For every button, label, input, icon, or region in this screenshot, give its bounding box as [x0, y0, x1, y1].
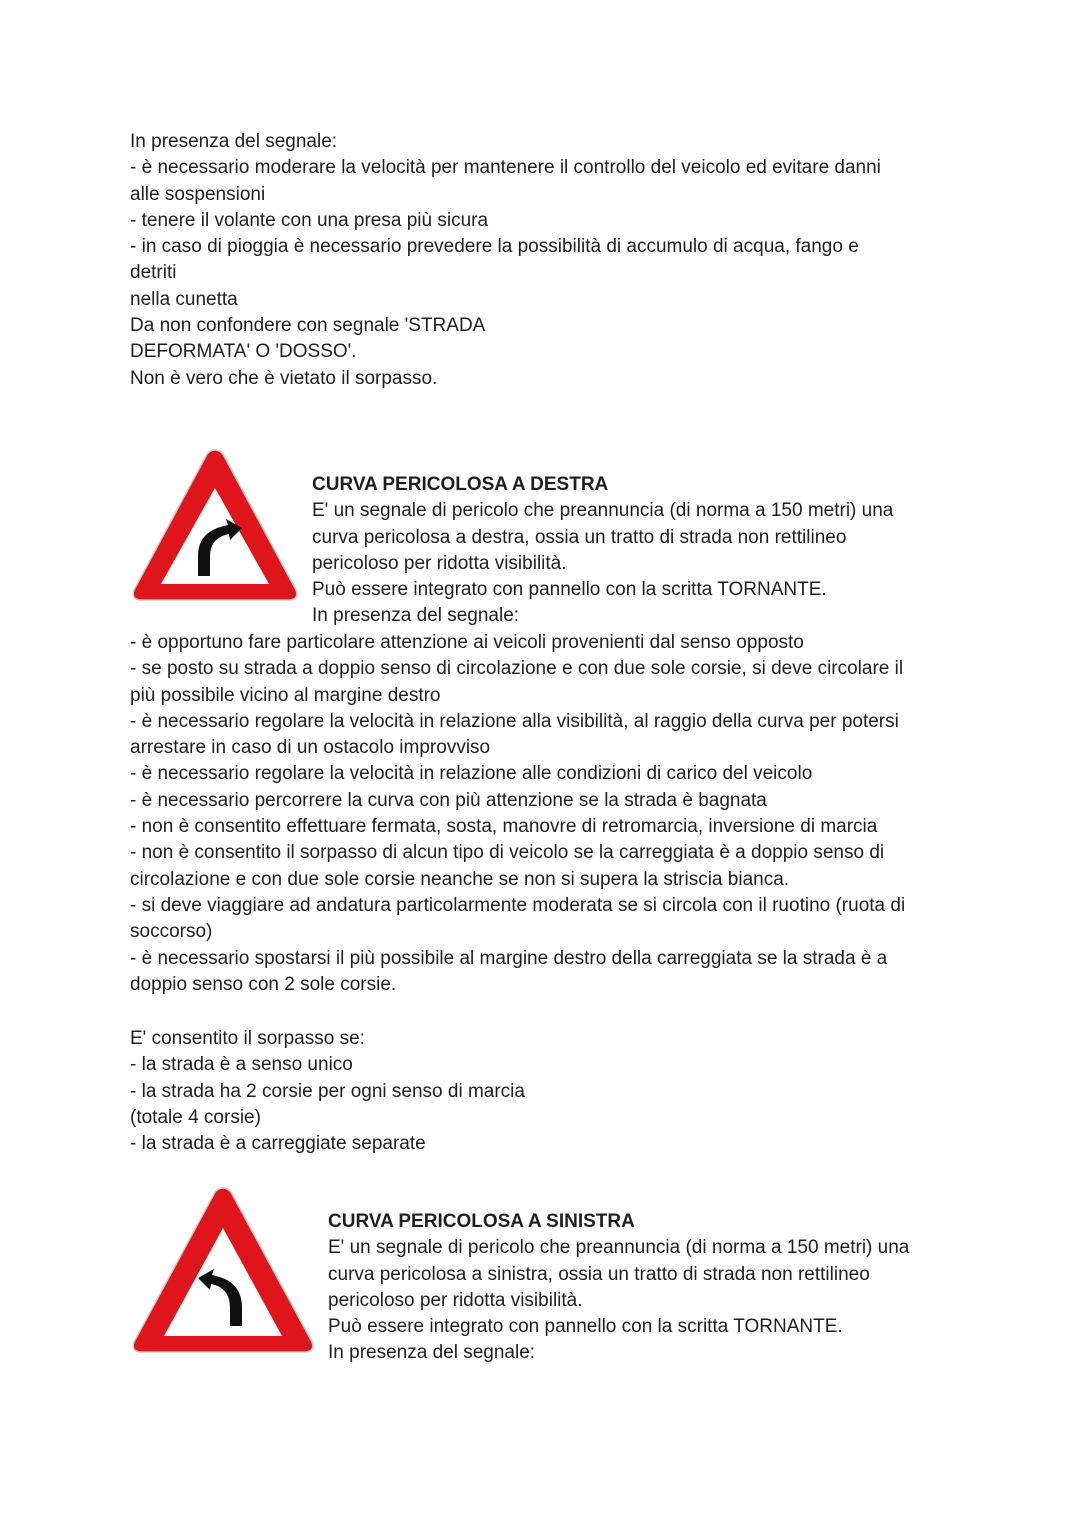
- curve-right-body-1: - è opportuno fare particolare attenzione ai veicoli provenienti dal senso opposto: [130, 632, 804, 653]
- curve-left-intro: [328, 1209, 909, 1367]
- top-line-6: detriti: [130, 262, 177, 284]
- curve-right-body-14: doppio senso con 2 sole corsie.: [130, 973, 397, 995]
- top-line-3: alle sospensioni: [130, 183, 266, 205]
- curve-right-body-11: - si deve viaggiare ad andatura particolarmente moderata se si circola con il ruotino (ruota di: [130, 894, 906, 916]
- top-line-5: - in caso di pioggia è necessario prevedere la possibilità di accumulo di acqua, fango e: [130, 236, 859, 258]
- top-section: [130, 129, 960, 392]
- curve-left-intro-1: E' un segnale di pericolo che preannuncia (di norma a 150 metri) una: [328, 1237, 910, 1259]
- overtake-line-2: - la strada è a senso unico: [130, 1054, 353, 1076]
- curve-right-body-2: - se posto su strada a doppio senso di circolazione e con due sole corsie, si deve circolare il: [130, 658, 904, 680]
- curve-right-body-7: - è necessario percorrere la curva con più attenzione se la strada è bagnata: [130, 789, 767, 811]
- curve-right-body-13: - è necessario spostarsi il più possibile al margine destro della carreggiata se la strada è a: [130, 947, 888, 969]
- curve-right-body-9: - non è consentito il sorpasso di alcun tipo di veicolo se la carreggiata è a doppio senso di: [130, 842, 885, 864]
- curve-right-title: CURVA PERICOLOSA A DESTRA: [312, 474, 609, 495]
- curve-right-intro-2: curva pericolosa a destra, ossia un tratto di strada non rettilineo: [312, 526, 847, 548]
- curve-left-intro-4: Può essere integrato con pannello con la scritta TORNANTE.: [328, 1316, 843, 1338]
- curve-right-warning-sign-icon: [130, 446, 300, 604]
- curve-right-intro-3: pericoloso per ridotta visibilità.: [312, 552, 567, 574]
- curve-right-body: [130, 630, 960, 998]
- overtake-line-4: (totale 4 corsie): [130, 1106, 261, 1128]
- curve-left-warning-sign-icon: [130, 1184, 316, 1356]
- overtake-line-5: - la strada è a carreggiate separate: [130, 1133, 426, 1155]
- top-line-2: - è necessario moderare la velocità per mantenere il controllo del veicolo ed evitare danni: [130, 157, 881, 179]
- curve-right-body-5: arrestare in caso di un ostacolo improvviso: [130, 737, 491, 759]
- curve-right-intro-5: In presenza del segnale:: [312, 605, 520, 627]
- top-line-8: Da non confondere con segnale 'STRADA: [130, 315, 486, 337]
- overtake-section: [130, 1026, 960, 1157]
- curve-right-body-4: - è necessario regolare la velocità in relazione alla visibilità, al raggio della curva per potersi: [130, 710, 899, 732]
- curve-right-body-10: circolazione e con due sole corsie neanche se non si supera la striscia bianca.: [130, 868, 790, 890]
- curve-right-body-8: - non è consentito effettuare fermata, sosta, manovre di retromarcia, inversione di marcia: [130, 816, 878, 838]
- curve-right-sign-svg: [130, 446, 300, 604]
- curve-right-body-12: soccorso): [130, 921, 213, 943]
- top-line-1: In presenza del segnale:: [130, 131, 338, 152]
- curve-right-intro-4: Può essere integrato con pannello con la scritta TORNANTE.: [312, 579, 827, 601]
- curve-right-body-6: - è necessario regolare la velocità in relazione alle condizioni di carico del veicolo: [130, 763, 813, 785]
- curve-right-intro-1: E' un segnale di pericolo che preannuncia (di norma a 150 metri) una: [312, 500, 894, 522]
- curve-left-intro-5: In presenza del segnale:: [328, 1342, 536, 1364]
- top-line-7: nella cunetta: [130, 288, 238, 310]
- curve-right-intro: [312, 472, 893, 630]
- top-line-10: Non è vero che è vietato il sorpasso.: [130, 367, 438, 389]
- top-line-4: - tenere il volante con una presa più sicura: [130, 209, 489, 231]
- curve-left-intro-3: pericoloso per ridotta visibilità.: [328, 1289, 583, 1311]
- curve-left-sign-svg: [130, 1184, 316, 1356]
- top-line-9: DEFORMATA' O 'DOSSO'.: [130, 341, 357, 363]
- curve-right-body-3: più possibile vicino al margine destro: [130, 684, 441, 706]
- overtake-line-1: E' consentito il sorpasso se:: [130, 1028, 365, 1049]
- overtake-line-3: - la strada ha 2 corsie per ogni senso di marcia: [130, 1080, 525, 1102]
- curve-left-title: CURVA PERICOLOSA A SINISTRA: [328, 1211, 635, 1232]
- curve-left-intro-2: curva pericolosa a sinistra, ossia un tratto di strada non rettilineo: [328, 1263, 870, 1285]
